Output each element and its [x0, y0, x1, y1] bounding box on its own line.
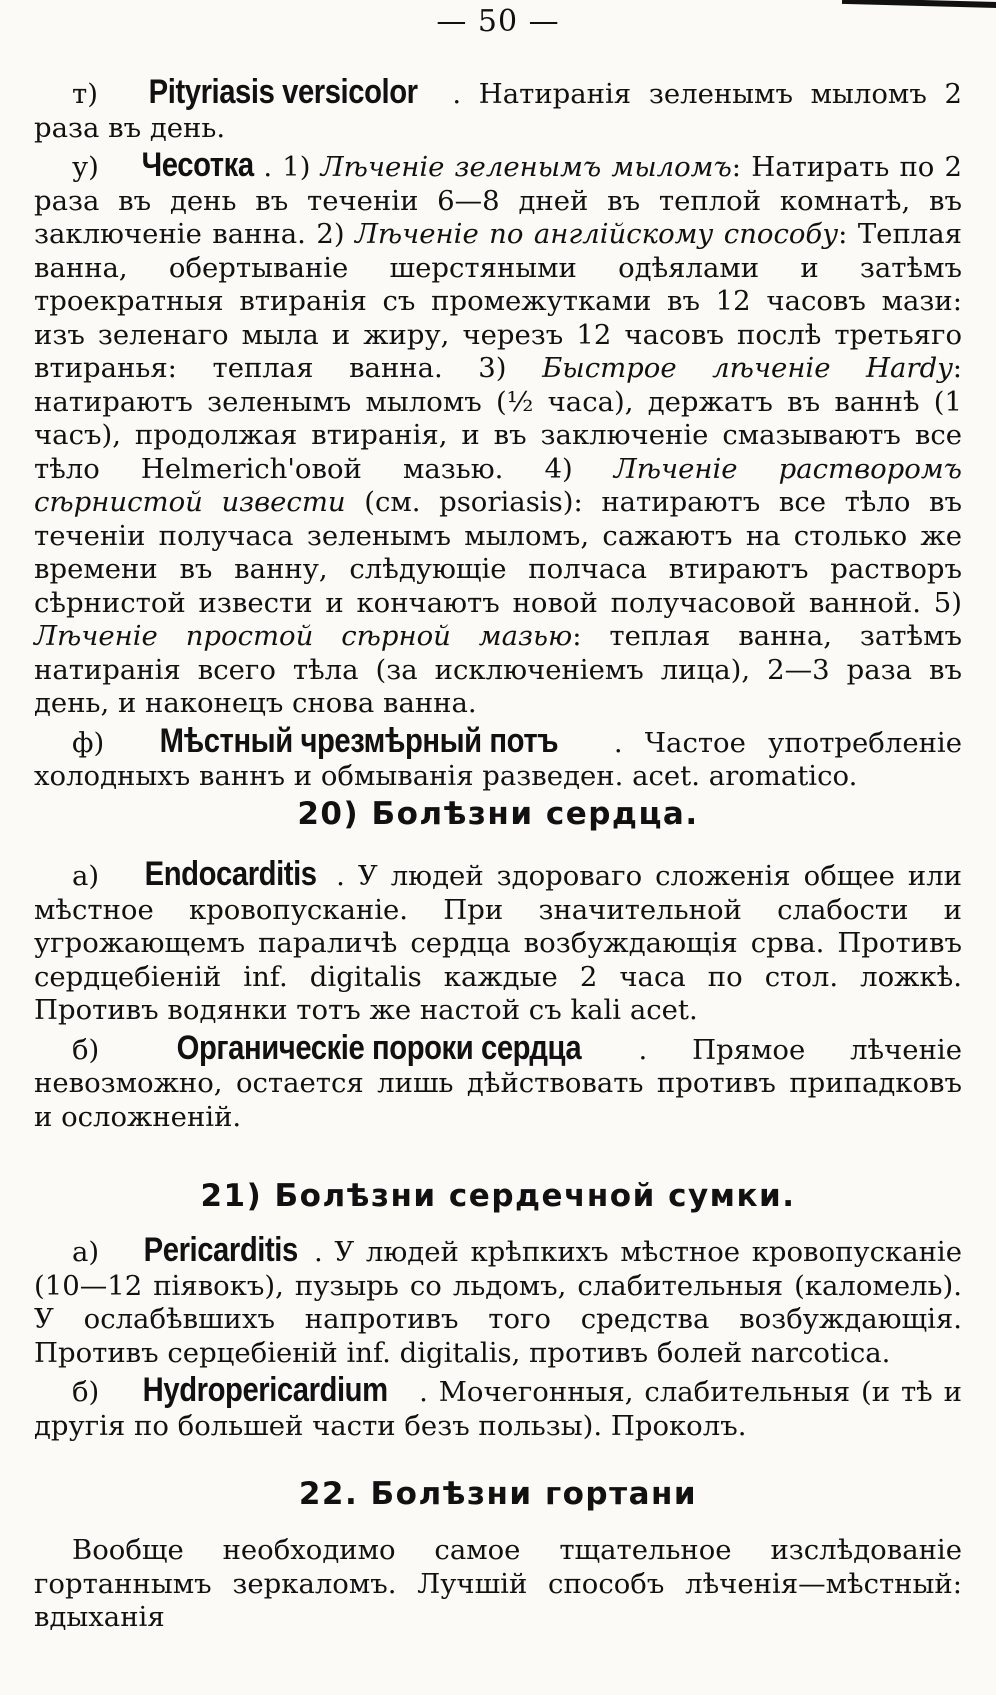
term-heart-defects: Органическіе пороки сердца — [176, 1028, 582, 1067]
item-text: : Теплая ванна, обертываніе шерстяными одѣялами и затѣмъ троекратныя втиранія съ промежутками въ 12 часовъ мази: изъ зеленаго мыла и жиру, черезъ 12 часовъ послѣ третьяго втиранья: теплая ванна. 3) — [34, 218, 962, 384]
term-scabies: Чесотка — [141, 146, 254, 184]
item-text: . У людей крѣпкихъ мѣстное кровопусканіе (10—12 піявокъ), пузырь со льдомъ, слабительныя (каломель). У ослабѣвшихъ напротивъ того средства возбуждающія. Противъ серцебіеній inf. digitalis, противъ болей narcotica. — [34, 1236, 962, 1369]
method-title: Лѣченіе зеленымъ мыломъ — [320, 151, 732, 183]
heart-diseases-block — [34, 855, 962, 1134]
term-hydropericardium: Hydropericardium — [142, 1371, 388, 1409]
method-title: Лѣченіе простой сѣрной мазью — [34, 620, 573, 652]
item-label: у) — [72, 151, 99, 183]
item-text: . Прямое лѣченіе невозможно, остается лишь дѣйствовать противъ припадковъ и осложненій. — [34, 1033, 962, 1133]
section-heading-22: 22. Болѣзни гортани — [298, 1476, 698, 1512]
item-text: . У людей здороваго сложенія общее или мѣстное кровопусканіе. При значительной слабости и угрожающемъ параличѣ сердца возбуждающія срва. Противъ сердцебіеній inf. digitalis каждые 2 часа по стол. ложкѣ. Противъ водянки тотъ же настой съ kali acet. — [34, 860, 962, 1026]
paragraph-scabies — [34, 146, 962, 721]
item-label: а) — [72, 1236, 100, 1268]
paragraph-heart-defects — [34, 1028, 962, 1135]
item-label: б) — [72, 1376, 100, 1408]
method-title: Лѣченіе растворомъ сѣрнистой извести — [34, 452, 962, 518]
item-label: т) — [72, 78, 98, 110]
term-local-sweat: Мѣстный чрезмѣрный потъ — [159, 721, 558, 760]
item-text: : теплая ванна, затѣмъ натиранія всего тѣла (за исключеніемъ лица), 2—3 раза въ день, и наконецъ снова ванна. — [34, 620, 962, 719]
method-title: Лѣченіе по англійскому способу — [354, 218, 839, 250]
item-text: (см. psoriasis): натираютъ все тѣло въ теченіи получаса зеленымъ мыломъ, сажаютъ на столько же времени въ ванну, слѣдующіе полчаса втираютъ растворъ сѣрнистой извести и кончаютъ новой получасовой ванной. 5) — [34, 486, 962, 619]
item-text: . 1) — [263, 151, 321, 183]
item-label: ф) — [72, 726, 105, 759]
term-pityriasis: Pityriasis versicolor — [148, 73, 418, 111]
paragraph-pityriasis — [34, 73, 962, 145]
item-text: . Натиранія зеленымъ мыломъ 2 раза въ день. — [34, 78, 962, 144]
skin-diseases-block — [34, 73, 962, 794]
method-title: Быстрое лѣченіе Hardy — [542, 352, 953, 384]
item-text: : Натирать по 2 раза въ день въ теченіи 6—8 дней въ теплой комнатѣ, въ заключеніе ванна. 2) — [34, 151, 962, 250]
section-heading-21: 21) Болѣзни сердечной сумки. — [200, 1178, 796, 1214]
paragraph-larynx: Вообще необходимо самое тщательное изслѣдованіе гортаннымъ зеркаломъ. Лучшій способъ лѣченія—мѣстный: вдыханія — [34, 1534, 962, 1633]
item-text: . Мочегонныя, слабительныя (и тѣ и другія по большей части безъ пользы). Проколъ. — [34, 1376, 962, 1442]
larynx-diseases-block — [34, 1534, 962, 1635]
section-heading-20: 20) Болѣзни сердца. — [297, 796, 699, 832]
item-label: б) — [72, 1033, 100, 1066]
item-label: а) — [72, 860, 100, 892]
paragraph-hydropericardium — [34, 1371, 962, 1443]
paragraph-endocarditis — [34, 855, 962, 1028]
paragraph-pericarditis — [34, 1231, 962, 1370]
page-number: — 50 — — [436, 4, 560, 39]
term-pericarditis: Pericarditis — [143, 1231, 298, 1269]
term-endocarditis: Endocarditis — [144, 855, 317, 893]
pericardium-diseases-block — [34, 1231, 962, 1443]
item-text: . Частое употребленіе холодныхъ ваннъ и обмыванія разведен. acet. aromatico. — [34, 726, 962, 792]
item-text: : натираютъ зеленымъ мыломъ (½ часа), держатъ въ ваннѣ (1 часъ), продолжая втиранія, и въ заключеніе смазываютъ все тѣло Helmerich'овой мазью. 4) — [34, 352, 962, 485]
paragraph-sweat — [34, 721, 962, 794]
